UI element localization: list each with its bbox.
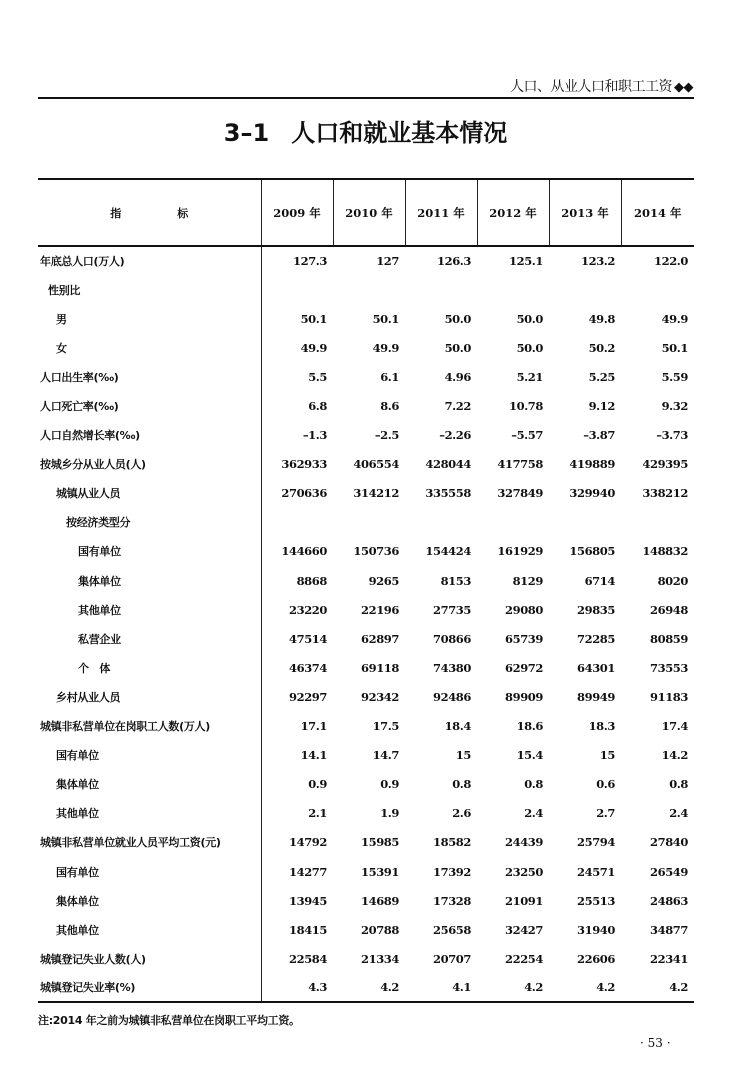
cell-value: 46374 [261,653,333,682]
cell-value: 338212 [642,486,688,501]
cell-value: 14.7 [372,748,399,763]
table-row [38,828,694,857]
table-row [38,712,694,741]
page-title [0,113,731,148]
year-header: 2011 年 [405,179,477,246]
cell-value [333,508,405,537]
cell-value: 50.0 [516,340,543,355]
cell-value: 4.2 [621,973,694,1002]
cell-value: 8868 [261,566,333,595]
cell-value: 4.2 [549,973,621,1002]
cell-value: 21091 [504,893,543,908]
row-label: 城镇非私营单位就业人员平均工资(元) [40,836,221,850]
row-label: 城镇从业人员 [56,487,121,501]
cell-value: 25513 [576,893,615,908]
cell-value [261,275,333,304]
cell-value: 49.9 [372,340,399,355]
cell-value: 17.5 [372,719,399,734]
cell-value: 417758 [497,457,543,472]
table-row [38,275,694,304]
cell-value: 17392 [432,864,471,879]
cell-value: 18582 [432,835,471,850]
cell-value: 22606 [576,951,615,966]
row-label: 城镇登记失业率(%) [38,973,261,1002]
cell-value: –5.57 [511,428,543,443]
cell-value: 14792 [261,828,333,857]
cell-value: 25658 [432,922,471,937]
cell-value: 406554 [353,457,399,472]
cell-value: 49.8 [588,311,615,326]
row-label: 私营企业 [78,632,121,646]
row-label: 年底总人口(万人) [40,255,125,269]
cell-value: 327849 [497,486,543,501]
cell-value: 2.1 [261,799,333,828]
cell-value: 4.1 [405,973,477,1002]
cell-value: 314212 [353,486,399,501]
cell-value [261,508,333,537]
cell-value: 47514 [261,624,333,653]
table-row [38,450,694,479]
row-label: 城镇登记失业人数(人) [40,952,146,966]
cell-value: –2.26 [439,428,471,443]
stats-table [38,178,694,1003]
row-label: 按经济类型分 [66,516,131,530]
row-label: 城镇非私营单位在岗职工人数(万人) [40,720,210,734]
cell-value: 150736 [353,544,399,559]
cell-value: 154424 [425,544,471,559]
table-body [38,246,694,1002]
cell-value: 92486 [432,689,471,704]
running-header [510,76,693,96]
cell-value: 0.8 [452,777,471,792]
cell-value: 80859 [649,631,688,646]
cell-value: 10.78 [508,399,543,414]
cell-value: 18415 [261,915,333,944]
cell-value: 18.4 [444,719,471,734]
cell-value: 144660 [261,537,333,566]
table-row [38,886,694,915]
cell-value: 0.6 [596,777,615,792]
table-row [38,973,694,1002]
cell-value: 5.25 [588,369,615,384]
cell-value: 127.3 [261,246,333,275]
cell-value: 1.9 [380,806,399,821]
row-label: 人口出生率(‰) [40,370,119,384]
cell-value [405,275,477,304]
cell-value: 9.12 [588,399,615,414]
cell-value: 65739 [504,631,543,646]
cell-value: 5.5 [261,362,333,391]
cell-value: 6.8 [261,391,333,420]
cell-value: 32427 [504,922,543,937]
cell-value: 8153 [440,573,471,588]
cell-value: 49.9 [261,333,333,362]
cell-value: 15 [599,748,615,763]
cell-value: 26549 [649,864,688,879]
cell-value: 17328 [432,893,471,908]
cell-value [405,508,477,537]
cell-value: 21334 [360,951,399,966]
cell-value: 14.1 [261,741,333,770]
table-row [38,770,694,799]
cell-value: 50.0 [444,311,471,326]
indicator-header [38,179,261,246]
cell-value: 89949 [576,689,615,704]
cell-value: 74380 [432,660,471,675]
cell-value [333,275,405,304]
header-rule [38,97,694,99]
table-row [38,246,694,275]
cell-value: 27735 [432,602,471,617]
row-label: 人口死亡率(‰) [40,400,119,414]
table-row [38,741,694,770]
cell-value: 4.2 [477,973,549,1002]
cell-value: 0.8 [669,777,688,792]
cell-value: 5.21 [516,369,543,384]
cell-value: 22196 [360,602,399,617]
cell-value: 127 [376,254,399,269]
cell-value: 18.6 [516,719,543,734]
cell-value: 31940 [576,922,615,937]
table-row [38,508,694,537]
cell-value: 419889 [569,457,615,472]
cell-value: 14.2 [661,748,688,763]
cell-value: 8.6 [380,399,399,414]
year-header: 2012 年 [477,179,549,246]
cell-value: 329940 [569,486,615,501]
cell-value [477,275,549,304]
cell-value: 5.59 [661,369,688,384]
row-label: 乡村从业人员 [56,690,121,704]
table-row [38,624,694,653]
cell-value [621,508,694,537]
cell-value: 2.4 [524,806,543,821]
cell-value: 17.4 [661,719,688,734]
table-row [38,944,694,973]
year-header: 2009 年 [261,179,333,246]
cell-value: 0.9 [380,777,399,792]
cell-value: 6714 [584,573,615,588]
cell-value: 50.1 [261,304,333,333]
cell-value: 126.3 [436,254,471,269]
row-label: 女 [56,341,67,355]
table-row [38,391,694,420]
cell-value: 62972 [504,660,543,675]
cell-value: 14689 [360,893,399,908]
cell-value [549,508,621,537]
cell-value: 15391 [360,864,399,879]
table-title: 人口和就业基本情况 [291,119,508,147]
row-label: 其他单位 [56,807,99,821]
cell-value: 7.22 [444,399,471,414]
cell-value: 156805 [569,544,615,559]
table-row [38,333,694,362]
cell-value: 26948 [649,602,688,617]
cell-value: 70866 [432,631,471,646]
cell-value: 25794 [576,835,615,850]
cell-value: –3.87 [583,428,615,443]
cell-value: 123.2 [580,254,615,269]
row-label: 其他单位 [56,923,99,937]
cell-value: 17.1 [261,712,333,741]
table-row [38,362,694,391]
cell-value: 9.32 [661,399,688,414]
cell-value: –1.3 [261,421,333,450]
cell-value: 92342 [360,689,399,704]
cell-value: 0.8 [524,777,543,792]
indicator-header-part: 指 [110,206,122,220]
cell-value: 24439 [504,835,543,850]
row-label: 国有单位 [56,749,99,763]
year-header: 2010 年 [333,179,405,246]
cell-value [621,275,694,304]
cell-value: 2.7 [596,806,615,821]
cell-value: 429395 [642,457,688,472]
cell-value: 72285 [576,631,615,646]
cell-value: 29835 [576,602,615,617]
cell-value: 22341 [649,951,688,966]
cell-value: 62897 [360,631,399,646]
row-label: 国有单位 [56,865,99,879]
table-row [38,653,694,682]
year-header: 2014 年 [621,179,694,246]
cell-value: 22254 [504,951,543,966]
cell-value: 8020 [657,573,688,588]
cell-value: 428044 [425,457,471,472]
cell-value: 335558 [425,486,471,501]
cell-value: 92297 [261,682,333,711]
cell-value: 34877 [649,922,688,937]
cell-value: 23250 [504,864,543,879]
cell-value: 270636 [261,479,333,508]
row-label: 按城乡分从业人员(人) [40,458,146,472]
table-row [38,857,694,886]
cell-value: 91183 [649,689,688,704]
cell-value: 50.0 [516,311,543,326]
cell-value: 24863 [649,893,688,908]
cell-value: 24571 [576,864,615,879]
cell-value: 2.6 [452,806,471,821]
footnote: 注:2014 年之前为城镇非私营单位在岗职工平均工资。 [38,1014,300,1027]
cell-value [477,508,549,537]
cell-value: 161929 [497,544,543,559]
table-row [38,915,694,944]
table-row [38,595,694,624]
table-row [38,421,694,450]
cell-value: 89909 [504,689,543,704]
cell-value: 64301 [576,660,615,675]
cell-value: 69118 [360,660,399,675]
cell-value: 4.2 [333,973,405,1002]
cell-value: 122.0 [653,254,688,269]
cell-value: 22584 [261,944,333,973]
cell-value: 15.4 [516,748,543,763]
table-row [38,682,694,711]
cell-value: 20788 [360,922,399,937]
cell-value: 4.3 [261,973,333,1002]
cell-value: 9265 [368,573,399,588]
row-label: 国有单位 [78,545,121,559]
table-header-row [38,179,694,246]
row-label: 男 [56,312,67,326]
cell-value: 18.3 [588,719,615,734]
row-label: 集体单位 [56,894,99,908]
year-header: 2013 年 [549,179,621,246]
cell-value: 2.4 [669,806,688,821]
cell-value: 13945 [261,886,333,915]
cell-value: 6.1 [380,369,399,384]
row-label: 性别比 [48,283,81,297]
cell-value: 15 [455,748,471,763]
table-row [38,799,694,828]
cell-value: 50.1 [661,340,688,355]
cell-value: 148832 [642,544,688,559]
cell-value: 50.0 [444,340,471,355]
row-label: 个 体 [78,661,111,675]
table-row [38,304,694,333]
cell-value: 20707 [432,951,471,966]
row-label: 人口自然增长率(‰) [40,429,140,443]
cell-value: –3.73 [656,428,688,443]
cell-value: 29080 [504,602,543,617]
cell-value: 14277 [261,857,333,886]
cell-value: 4.96 [444,369,471,384]
cell-value: 23220 [261,595,333,624]
table-row [38,537,694,566]
cell-value: 73553 [649,660,688,675]
row-label: 集体单位 [56,778,99,792]
row-label: 集体单位 [78,574,121,588]
table-row [38,566,694,595]
indicator-header-part: 标 [177,206,189,220]
cell-value: 125.1 [508,254,543,269]
row-label: 其他单位 [78,603,121,617]
table-number: 3–1 [223,119,270,147]
page-number: · 53 · [640,1036,671,1050]
cell-value: 8129 [512,573,543,588]
running-header-text: 人口、从业人口和职工工资 [510,79,672,95]
table-row [38,479,694,508]
cell-value: 0.9 [261,770,333,799]
cell-value [549,275,621,304]
diamond-ornament-icon: ◆◆ [674,80,693,95]
cell-value: –2.5 [374,428,399,443]
cell-value: 50.1 [372,311,399,326]
cell-value: 27840 [649,835,688,850]
cell-value: 15985 [360,835,399,850]
cell-value: 362933 [261,450,333,479]
cell-value: 49.9 [661,311,688,326]
cell-value: 50.2 [588,340,615,355]
